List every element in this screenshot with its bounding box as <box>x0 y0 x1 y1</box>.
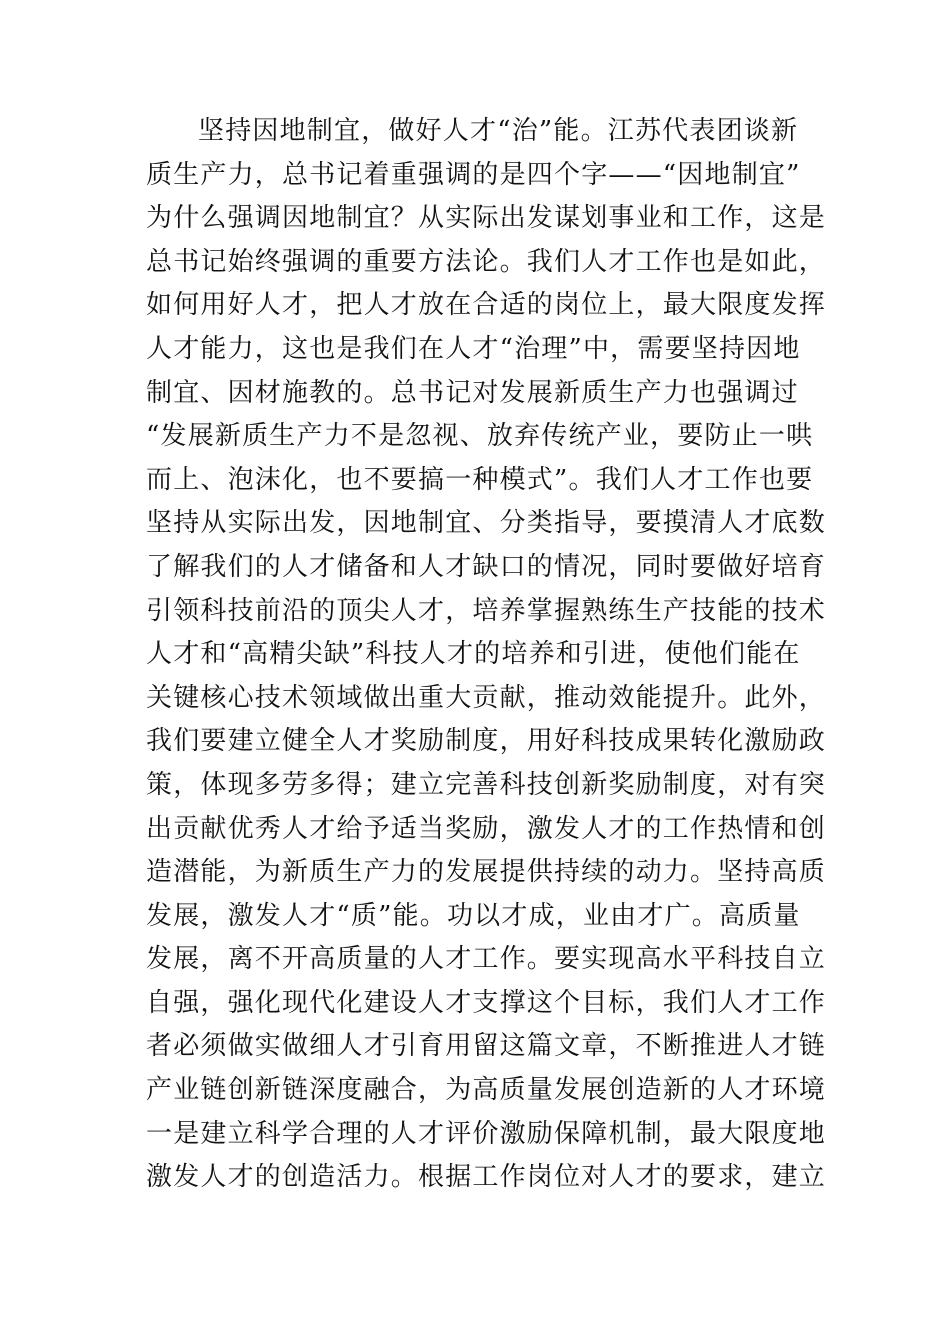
text-line: 质生产力，总书记着重强调的是四个字——“因地制宜” <box>146 159 801 190</box>
text-line: 一是建立科学合理的人才评价激励保障机制，最大限度地 <box>146 1118 826 1149</box>
text-line: 激发人才的创造活力。根据工作岗位对人才的要求，建立 <box>146 1162 826 1193</box>
text-line: 策，体现多劳多得；建立完善科技创新奖励制度，对有突 <box>146 769 826 800</box>
text-line: 我们要建立健全人才奖励制度，用好科技成果转化激励政 <box>146 726 826 757</box>
text-line: 人才能力，这也是我们在人才“治理”中，需要坚持因地 <box>146 333 801 364</box>
body-paragraph <box>146 110 826 1200</box>
text-line: 发展，激发人才“质”能。功以才成，业由才广。高质量 <box>146 900 801 931</box>
text-line: 为什么强调因地制宜？从实际出发谋划事业和工作，这是 <box>146 203 826 234</box>
text-line: 人才和“高精尖缺”科技人才的培养和引进，使他们能在 <box>146 639 801 670</box>
text-line: 坚持从实际出发，因地制宜、分类指导，要摸清人才底数 <box>146 508 826 539</box>
text-line: 出贡献优秀人才给予适当奖励，激发人才的工作热情和创 <box>146 813 826 844</box>
text-line: 坚持因地制宜，做好人才“治”能。江苏代表团谈新 <box>198 116 799 146</box>
text-line: 引领科技前沿的顶尖人才，培养掌握熟练生产技能的技术 <box>146 595 826 626</box>
text-line: “发展新质生产力不是忽视、放弃传统产业，要防止一哄 <box>146 421 814 452</box>
text-line: 制宜、因材施教的。总书记对发展新质生产力也强调过 <box>146 377 799 408</box>
text-line: 如何用好人才，把人才放在合适的岗位上，最大限度发挥 <box>146 290 826 321</box>
text-line: 造潜能，为新质生产力的发展提供持续的动力。坚持高质 <box>146 857 826 888</box>
text-line: 关键核心技术领域做出重大贡献，推动效能提升。此外， <box>146 682 826 713</box>
text-line: 者必须做实做细人才引育用留这篇文章，不断推进人才链 <box>146 1031 826 1062</box>
text-line: 而上、泡沫化，也不要搞一种模式”。我们人才工作也要 <box>146 464 814 495</box>
text-line: 了解我们的人才储备和人才缺口的情况，同时要做好培育 <box>146 551 826 582</box>
text-line: 自强，强化现代化建设人才支撑这个目标，我们人才工作 <box>146 987 826 1018</box>
text-line: 总书记始终强调的重要方法论。我们人才工作也是如此， <box>146 246 826 277</box>
text-line: 发展，离不开高质量的人才工作。要实现高水平科技自立 <box>146 944 826 975</box>
text-line: 产业链创新链深度融合，为高质量发展创造新的人才环境 <box>146 1075 826 1106</box>
